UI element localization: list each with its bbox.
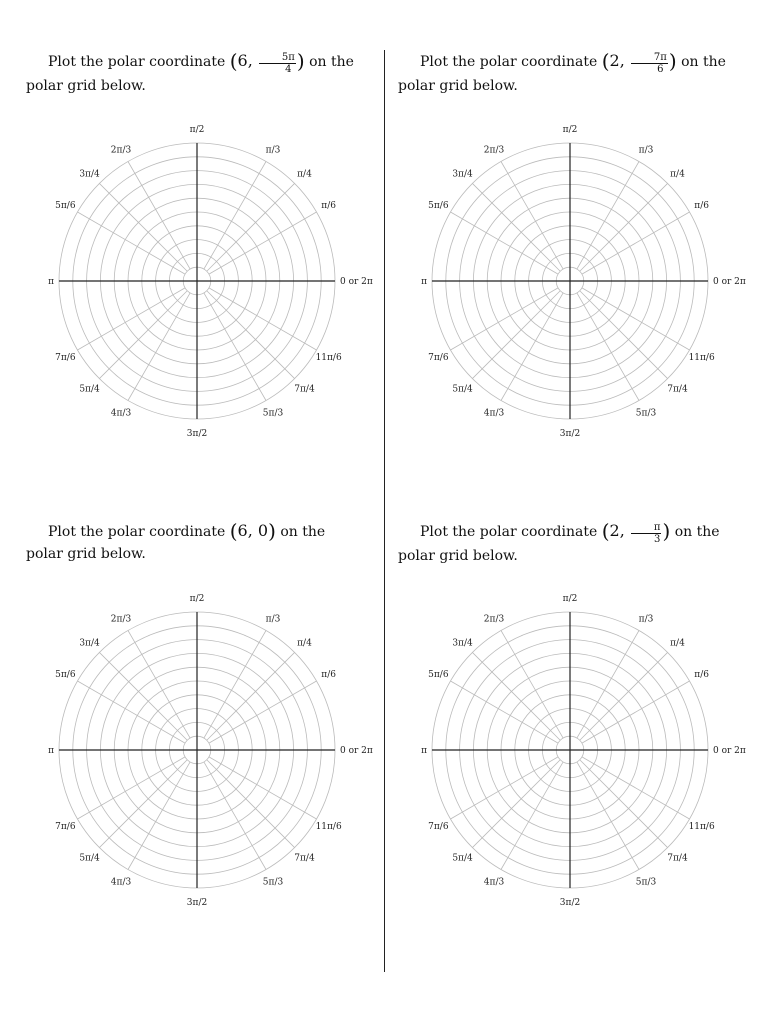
angle-label: π/3	[265, 145, 281, 156]
angle-label: π/3	[638, 614, 654, 625]
coord-comma: ,	[619, 51, 625, 70]
grid-spoke	[99, 291, 187, 379]
fraction-numerator: π	[631, 522, 662, 534]
angle-label: π/6	[321, 201, 336, 211]
grid-spoke	[472, 652, 560, 740]
grid-spoke	[99, 183, 187, 271]
angle-label: 4π/3	[110, 408, 132, 419]
grid-spoke	[580, 291, 668, 379]
polar-grid-3[interactable]	[48, 594, 373, 908]
angle-label: 5π/3	[635, 408, 657, 419]
angle-label: 4π/3	[483, 877, 505, 888]
angle-label: 3π/2	[559, 429, 581, 439]
angle-label: 5π/4	[79, 384, 100, 395]
angle-label: 5π/3	[262, 408, 284, 419]
angle-label: 7π/6	[428, 353, 449, 363]
angle-label: 3π/4	[452, 169, 473, 180]
fraction-numerator: 7π	[631, 52, 668, 64]
grid-spoke	[472, 291, 560, 379]
angle-label: 5π/6	[428, 670, 449, 680]
grid-spoke	[207, 291, 295, 379]
angle-label: π	[48, 746, 54, 756]
angle-label: 7π/6	[55, 822, 76, 832]
angle-label: 11π/6	[315, 353, 342, 363]
angle-label: 0 or 2π	[713, 746, 746, 756]
angle-label: 5π/3	[262, 877, 284, 888]
grid-spoke	[472, 760, 560, 848]
prompt-prefix: Plot the polar coordinate	[420, 524, 598, 540]
angle-label: 3π/2	[186, 429, 208, 439]
fraction-numerator: 5π	[259, 52, 296, 64]
coord-angle: 0	[257, 521, 269, 540]
prompt-suffix: on the polar grid below.	[398, 54, 726, 94]
fraction-denominator: 4	[285, 64, 292, 75]
angle-label: π/4	[297, 169, 312, 180]
angle-label: 11π/6	[315, 822, 342, 832]
fraction-denominator: 3	[653, 534, 661, 545]
coord-r: 2	[609, 51, 620, 70]
angle-label: 5π/6	[428, 201, 449, 211]
angle-label: π/4	[297, 638, 312, 649]
angle-label: 7π/4	[294, 853, 315, 864]
prompt-suffix: on the polar grid below.	[26, 524, 326, 562]
angle-label: π/4	[670, 638, 685, 649]
grid-spoke	[99, 760, 187, 848]
angle-label: π/2	[189, 125, 205, 135]
angle-label: π/4	[670, 169, 685, 180]
angle-label: 0 or 2π	[713, 277, 746, 287]
angle-label: π	[48, 277, 54, 287]
prompt-prefix: Plot the polar coordinate	[48, 524, 226, 540]
prompt-suffix: on the polar grid below.	[26, 54, 354, 94]
grid-spoke	[207, 183, 295, 271]
angle-label: π/3	[638, 145, 654, 156]
coord-comma: ,	[247, 521, 253, 540]
polar-coordinate: (6, $\frac{5\pi}{4}$ )	[229, 49, 305, 75]
angle-label: π/6	[321, 670, 336, 680]
polar-coordinate: (6, 0)	[229, 519, 276, 543]
grid-spoke	[99, 652, 187, 740]
angle-label: π/2	[189, 594, 205, 604]
coord-comma: ,	[619, 521, 625, 540]
grid-spoke	[580, 760, 668, 848]
prompt-prefix: Plot the polar coordinate	[48, 54, 226, 70]
angle-label: 0 or 2π	[340, 277, 373, 287]
angle-label: 5π/4	[452, 853, 473, 864]
grid-spoke	[207, 652, 295, 740]
angle-label: 0 or 2π	[340, 746, 373, 756]
angle-label: 3π/2	[186, 898, 208, 908]
grid-spoke	[207, 760, 295, 848]
angle-label: 4π/3	[110, 877, 132, 888]
polar-grid-1[interactable]	[48, 125, 373, 439]
angle-label: 5π/3	[635, 877, 657, 888]
angle-label: 2π/3	[110, 145, 132, 156]
coord-r: 6	[237, 521, 248, 540]
angle-label: 3π/4	[452, 638, 473, 649]
angle-label: 5π/4	[79, 853, 100, 864]
angle-label: π/3	[265, 614, 281, 625]
angle-label: 7π/4	[667, 384, 688, 395]
angle-label: 2π/3	[483, 614, 505, 625]
prompt-prefix: Plot the polar coordinate	[420, 54, 598, 70]
polar-grid-4[interactable]	[421, 594, 746, 908]
angle-label: 4π/3	[483, 408, 505, 419]
coord-r: 6	[237, 51, 248, 70]
angle-label: π/2	[562, 125, 578, 135]
coord-comma: ,	[247, 51, 253, 70]
angle-label: 3π/4	[79, 169, 100, 180]
angle-label: 7π/4	[667, 853, 688, 864]
angle-label: π/6	[694, 201, 709, 211]
prompt-suffix: on the polar grid below.	[398, 524, 720, 564]
angle-label: 7π/4	[294, 384, 315, 395]
angle-label: π	[421, 746, 427, 756]
angle-label: 2π/3	[110, 614, 132, 625]
angle-label: π	[421, 277, 427, 287]
angle-label: 7π/6	[55, 353, 76, 363]
angle-label: 3π/2	[559, 898, 581, 908]
grid-spoke	[580, 652, 668, 740]
angle-label: 3π/4	[79, 638, 100, 649]
angle-label: π/6	[694, 670, 709, 680]
coord-r: 2	[609, 521, 620, 540]
angle-label: 5π/6	[55, 201, 76, 211]
fraction-denominator: 6	[657, 64, 664, 75]
angle-label: 5π/4	[452, 384, 473, 395]
polar-coordinate: (2, $\frac{\pi}{3}$ )	[601, 519, 671, 545]
angle-label: 7π/6	[428, 822, 449, 832]
angle-label: 11π/6	[688, 822, 715, 832]
angle-label: 11π/6	[688, 353, 715, 363]
polar-grid-2[interactable]	[421, 125, 746, 439]
grid-spoke	[472, 183, 560, 271]
angle-label: 5π/6	[55, 670, 76, 680]
polar-coordinate: (2, $\frac{7\pi}{6}$ )	[601, 49, 677, 75]
angle-label: 2π/3	[483, 145, 505, 156]
grid-spoke	[580, 183, 668, 271]
angle-label: π/2	[562, 594, 578, 604]
